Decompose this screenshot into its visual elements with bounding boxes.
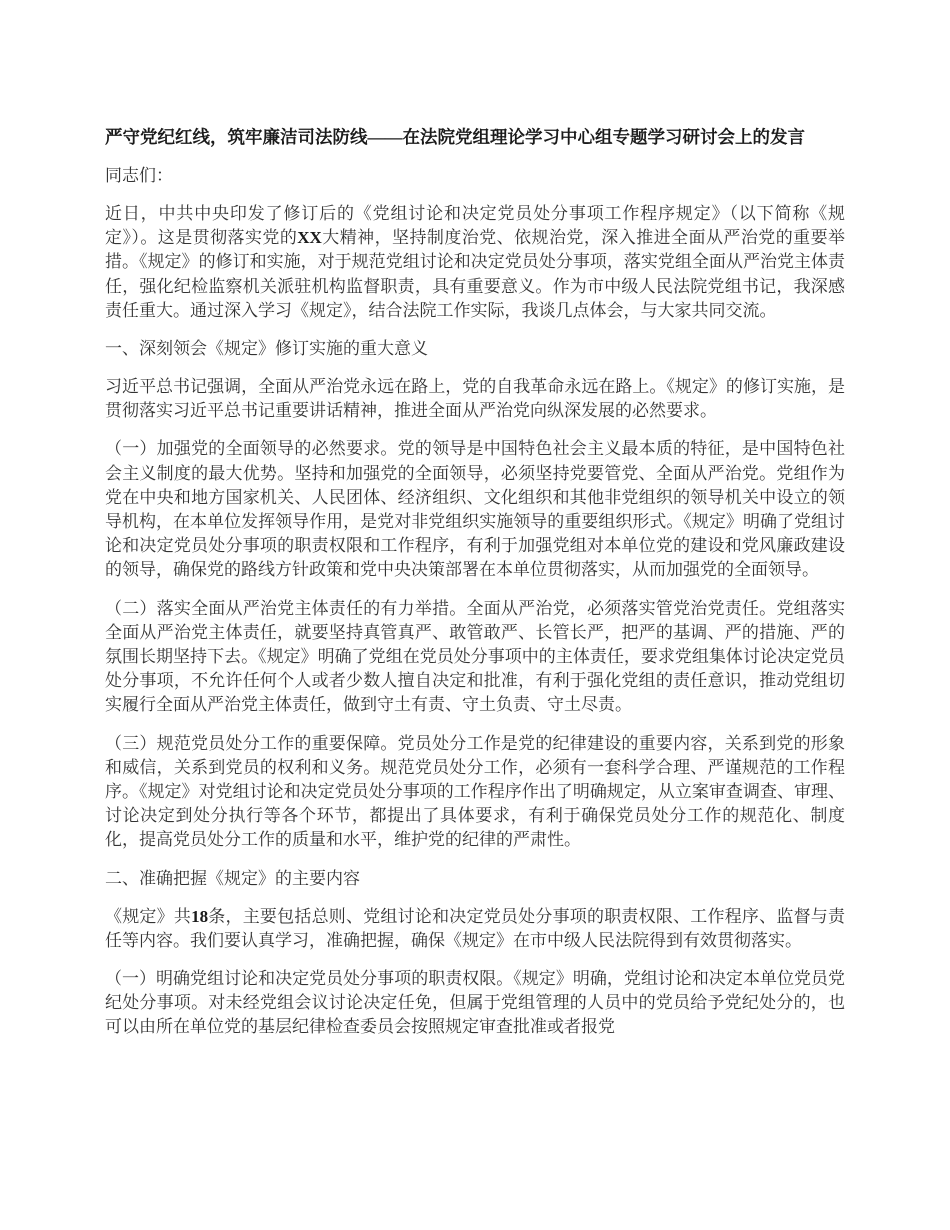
page-title: 严守党纪红线，筑牢廉洁司法防线——在法院党组理论学习中心组专题学习研讨会上的发言	[105, 127, 805, 147]
body-paragraph: 《规定》共18条，主要包括总则、党组讨论和决定党员处分事项的职责权限、工作程序、监督与责任等内容。我们要认真学习，准确把握，确保《规定》在市中级人民法院得到有效贯彻落实。	[105, 906, 846, 950]
document-body	[105, 202, 845, 1040]
section-heading: 一、深刻领会《规定》修订实施的重大意义	[105, 339, 428, 359]
body-paragraph: 习近平总书记强调，全面从严治党永远在路上，党的自我革命永远在路上。《规定》的修订实施，是贯彻落实习近平总书记重要讲话精神，推进全面从严治党向纵深发展的必然要求。	[105, 377, 845, 421]
body-paragraph: （一）明确党组讨论和决定党员处分事项的职责权限。《规定》明确，党组讨论和决定本单位党员党纪处分事项。对未经党组会议讨论决定任免，但属于党组管理的人员中的党员给予党纪处分的，也可以由所在单位党的基层纪律检查委员会按照规定审查批准或者报党	[105, 969, 845, 1037]
section-heading: 二、准确把握《规定》的主要内容	[105, 868, 360, 888]
salutation: 同志们：	[105, 166, 173, 185]
emphasis-text: XX	[297, 228, 322, 248]
body-paragraph: 近日，中共中央印发了修订后的《党组讨论和决定党员处分事项工作程序规定》（以下简称《规定》）。这是贯彻落实党的XX大精神，坚持制度治党、依规治党，深入推进全面从严治党的重要举措。《规定》的修订和实施，对于规范党组讨论和决定党员处分事项，落实党组全面从严治党主体责任，强化纪检监察机关派驻机构监督职责，具有重要意义。作为市中级人民法院党组书记，我深感责任重大。通过深入学习《规定》，结合法院工作实际，我谈几点体会，与大家共同交流。	[105, 204, 846, 320]
body-paragraph: （三）规范党员处分工作的重要保障。党员处分工作是党的纪律建设的重要内容，关系到党的形象和威信，关系到党员的权利和义务。规范党员处分工作，必须有一套科学合理、严谨规范的工作程序。《规定》对党组讨论和决定党员处分事项的工作程序作出了明确规定，从立案审查调查、审理、讨论决定到处分执行等各个环节，都提出了具体要求，有利于确保党员处分工作的规范化、制度化，提高党员处分工作的质量和水平，维护党的纪律的严肃性。	[105, 733, 845, 850]
body-paragraph: （一）加强党的全面领导的必然要求。党的领导是中国特色社会主义最本质的特征，是中国特色社会主义制度的最大优势。坚持和加强党的全面领导，必须坚持党要管党、全面从严治党。党组作为党在中央和地方国家机关、人民团体、经济组织、文化组织和其他非党组织的领导机关中设立的领导机构，在本单位发挥领导作用，是党对非党组织实施领导的重要组织形式。《规定》明确了党组讨论和决定党员处分事项的职责权限和工作程序，有利于加强党组对本单位党的建设和党风廉政建设的领导，确保党的路线方针政策和党中央决策部署在本单位贯彻落实，从而加强党的全面领导。	[105, 439, 845, 580]
body-paragraph: （二）落实全面从严治党主体责任的有力举措。全面从严治党，必须落实管党治党责任。党组落实全面从严治党主体责任，就要坚持真管真严、敢管敢严、长管长严，把严的基调、严的措施、严的氛围长期坚持下去。《规定》明确了党组在党员处分事项中的主体责任，要求党组集体讨论决定党员处分事项，不允许任何个人或者少数人擅自决定和批准，有利于强化党组的责任意识，推动党组切实履行全面从严治党主体责任，做到守土有责、守土负责、守土尽责。	[105, 598, 845, 715]
emphasis-text: 18	[191, 906, 209, 926]
